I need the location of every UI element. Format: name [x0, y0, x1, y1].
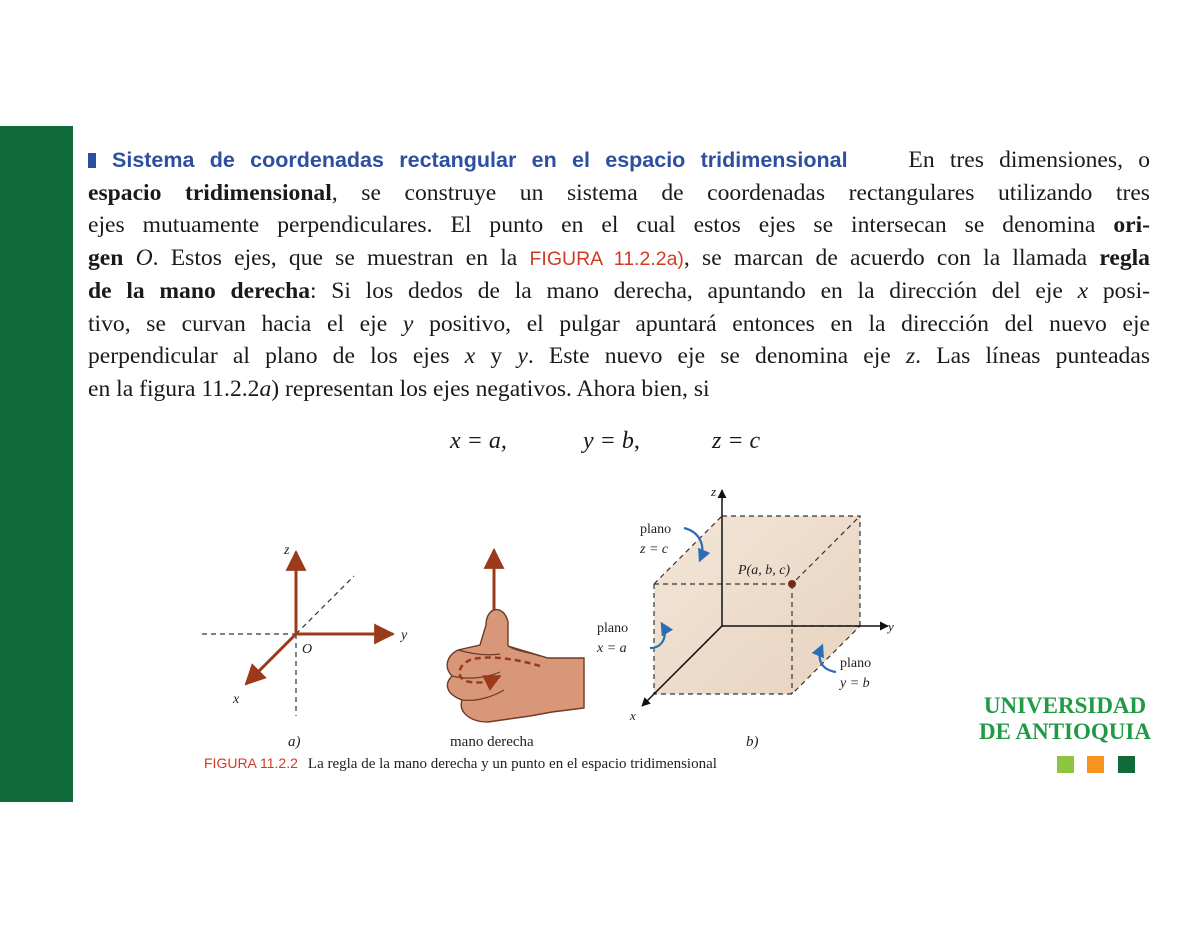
paragraph-text: , se construye un sistema de coordenadas rectangulares utilizando tres: [331, 179, 1150, 206]
axis-label-z: z: [711, 484, 717, 499]
term-regla: regla: [1099, 244, 1150, 271]
var-x: x: [464, 343, 476, 369]
right-hand-illustration: [447, 550, 584, 722]
plane-x-label: plano: [597, 621, 629, 636]
figure-number: FIGURA 11.2.2: [204, 755, 298, 771]
logo-square-darkgreen: [1118, 756, 1135, 773]
logo-square-orange: [1087, 756, 1104, 773]
equation-y: y = b,: [583, 428, 640, 454]
subfigure-label-b: b): [746, 734, 759, 750]
term-origen-part2: gen: [88, 244, 124, 271]
var-z: z: [905, 343, 916, 369]
plane-y-equation: y = b: [840, 676, 870, 691]
paragraph-text: . Este nuevo eje se denomina eje: [527, 343, 891, 369]
axis-label-z: z: [284, 543, 290, 558]
var-x: x: [1077, 278, 1089, 304]
paragraph-text: posi-: [1102, 278, 1150, 304]
negative-x-axis: [296, 576, 354, 634]
logo-square-lightgreen: [1057, 756, 1074, 773]
term-origen-part1: ori-: [1113, 212, 1150, 238]
origin-symbol: O: [135, 244, 153, 271]
var-y: y: [517, 343, 528, 369]
point-label: P(a, b, c): [738, 563, 791, 578]
paragraph-text: perpendicular al plano de los ejes: [88, 343, 450, 369]
subfigure-label-a: a): [288, 734, 301, 750]
figure-caption: [204, 755, 717, 773]
paragraph-text: ejes mutuamente perpendiculares. El punto en el cual estos ejes se intersecan se denomina: [88, 212, 1096, 238]
paragraph-text: y: [490, 343, 503, 369]
axis-label-x: x: [233, 692, 240, 707]
var-a: a: [259, 375, 272, 402]
axis-label-x: x: [630, 708, 636, 723]
paragraph-text: : Si los dedos de la mano derecha, apuntando en la dirección del eje: [310, 278, 1063, 304]
logo-line-1: UNIVERSIDAD: [983, 693, 1147, 718]
paragraph-text: tivo, se curvan hacia el eje: [88, 310, 388, 337]
paragraph-text: en la figura 11.2.2: [88, 375, 260, 402]
paragraph-text: En tres dimensiones, o: [908, 147, 1151, 173]
term-espacio-tridimensional: espacio tridimensional: [88, 179, 332, 206]
hand-shape: [447, 610, 584, 722]
paragraph-text: , se marcan de acuerdo con la llamada: [683, 244, 1088, 271]
var-y: y: [402, 310, 414, 337]
section-title: Sistema de coordenadas rectangular en el espacio tridimensional: [112, 148, 848, 172]
equation-x: x = a,: [450, 428, 507, 454]
origin-label: O: [302, 642, 313, 657]
plane-z-equation: z = c: [640, 542, 669, 557]
term-mano-derecha: de la mano derecha: [88, 278, 310, 304]
axes-diagram-a: [202, 543, 408, 716]
point-p: [788, 580, 796, 588]
caption-text: La regla de la mano derecha y un punto en el espacio tridimensional: [307, 756, 717, 772]
axis-label-y: y: [888, 619, 894, 634]
box-fill: [654, 516, 860, 694]
box-diagram-b: [596, 484, 894, 723]
subfigure-label-hand: mano derecha: [450, 734, 534, 750]
plane-x-equation: x = a: [597, 641, 627, 656]
paragraph-text: . Estos ejes, que se muestran en la: [152, 244, 518, 271]
plane-z-label: plano: [640, 522, 672, 537]
x-axis: [246, 634, 296, 684]
university-logo: [962, 693, 1168, 745]
axis-label-y: y: [401, 628, 408, 643]
figure-reference: FIGURA 11.2.2a): [529, 247, 684, 270]
paragraph-text: positivo, el pulgar apuntará entonces en la dirección del nuevo eje: [429, 310, 1151, 337]
paragraph-text: ) representan los ejes negativos. Ahora bien, si: [271, 375, 710, 402]
paragraph-text: . Las líneas punteadas: [915, 343, 1151, 369]
logo-line-2: DE ANTIOQUIA: [979, 719, 1151, 744]
equation-z: z = c: [712, 428, 761, 454]
plane-y-label: plano: [840, 656, 872, 671]
